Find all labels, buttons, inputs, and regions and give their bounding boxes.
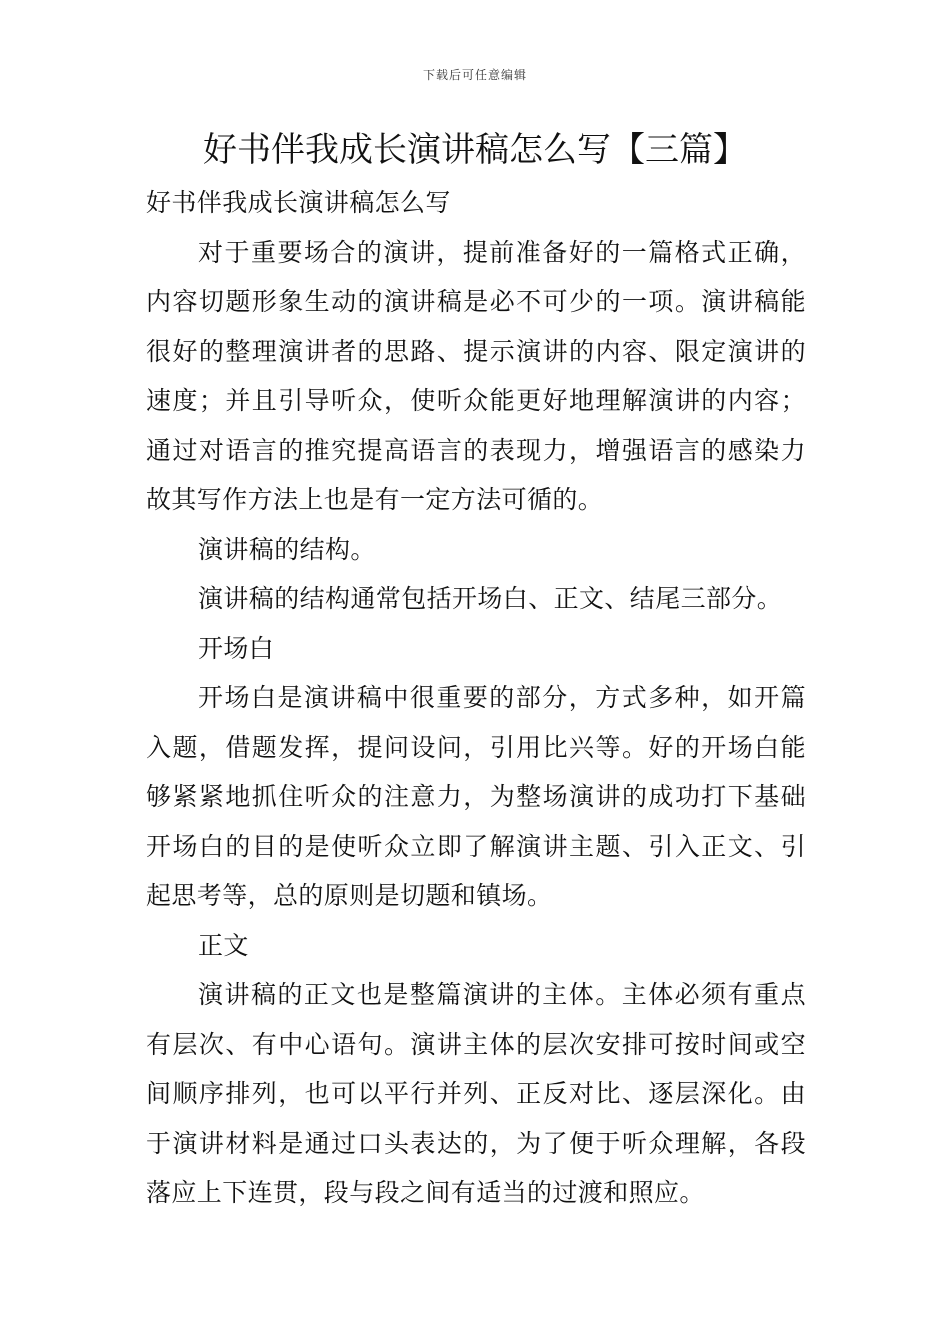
opening-paragraph: 开场白是演讲稿中很重要的部分，方式多种，如开篇入题，借题发挥，提问设问，引用比兴等。好的开场白能够紧紧地抓住听众的注意力，为整场演讲的成功打下基础开场白的目的是使听众立即了解演讲主题、引入正文、引起思考等，总的原则是切题和镇场。 bbox=[146, 683, 806, 910]
header-note: 下载后可任意编辑 bbox=[422, 68, 527, 82]
structure-paragraph: 演讲稿的结构通常包括开场白、正文、结尾三部分。 bbox=[198, 584, 783, 613]
section-heading-opening: 开场白 bbox=[198, 633, 275, 663]
section-heading-body: 正文 bbox=[198, 930, 249, 960]
intro-paragraph: 对于重要场合的演讲，提前准备好的一篇格式正确，内容切题形象生动的演讲稿是必不可少的一项。演讲稿能很好的整理演讲者的思路、提示演讲的内容、限定演讲的速度；并且引导听众，使听众能更好地理解演讲的内容；通过对语言的推究提高语言的表现力，增强语言的感染力故其写作方法上也是有一定方法可循的。 bbox=[146, 237, 806, 514]
document-title: 好书伴我成长演讲稿怎么写【三篇】 bbox=[203, 130, 747, 170]
document-body bbox=[146, 178, 806, 1218]
section-heading-structure: 演讲稿的结构。 bbox=[198, 534, 376, 564]
body-paragraph: 演讲稿的正文也是整篇演讲的主体。主体必须有重点有层次、有中心语句。演讲主体的层次安排可按时间或空间顺序排列，也可以平行并列、正反对比、逐层深化。由于演讲材料是通过口头表达的，为了便于听众理解，各段落应上下连贯，段与段之间有适当的过渡和照应。 bbox=[146, 980, 806, 1207]
subtitle-paragraph: 好书伴我成长演讲稿怎么写 bbox=[146, 188, 451, 217]
